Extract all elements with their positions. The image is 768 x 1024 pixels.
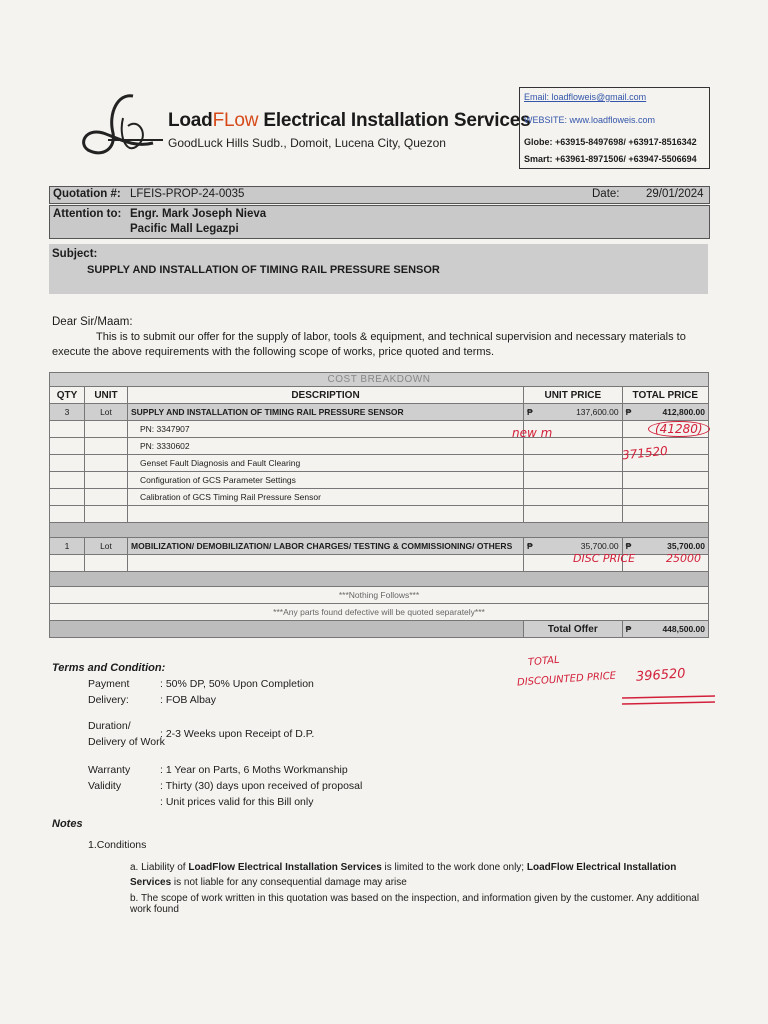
subject-label: Subject: [52, 248, 98, 260]
attention-label: Attention to: [53, 208, 122, 220]
table-row-total [50, 621, 709, 638]
item1-unit: Lot [85, 404, 128, 421]
handwritten-underline [620, 690, 720, 708]
header-total-price: TOTAL PRICE [622, 387, 708, 404]
defective-note: ***Any parts found defective will be quoted separately*** [50, 604, 709, 621]
peso-sign: ₱ [622, 538, 639, 555]
table-row-detail [50, 489, 709, 506]
contact-website[interactable]: WEBSITE: www.loadfloweis.com [524, 115, 656, 125]
peso-sign: ₱ [622, 621, 639, 638]
peso-sign: ₱ [622, 404, 639, 421]
handwritten-discounted-label: DISCOUNTED PRICE [516, 670, 617, 689]
validity-value: : Thirty (30) days upon received of proposal [160, 780, 363, 792]
peso-sign: ₱ [524, 404, 541, 421]
handwritten-total-label: TOTAL [527, 654, 561, 669]
header-unit-price: UNIT PRICE [524, 387, 623, 404]
handwritten-new-price: new m [512, 426, 553, 440]
company-logo [78, 88, 168, 168]
date-label: Date: [592, 188, 620, 200]
company-name: LoadFLow Electrical Installation Services [168, 110, 531, 131]
detail-config: Configuration of GCS Parameter Settings [128, 472, 524, 489]
duration-value: : 2-3 Weeks upon Receipt of D.P. [160, 728, 315, 740]
detail-fault: Genset Fault Diagnosis and Fault Clearing [128, 455, 524, 472]
handwritten-disc-value: 25000 [666, 552, 701, 565]
item1-unit-price: 137,600.00 [540, 404, 622, 421]
contact-globe: Globe: +63915-8497698/ +63917-8516342 [524, 137, 697, 147]
intro-paragraph: This is to submit our offer for the supply of labor, tools & equipment, and technical supervision and necessary materials to execute the above requirements with the following scope of works, price quoted and terms. [52, 331, 686, 358]
cost-breakdown-table [49, 372, 709, 638]
subject-text: SUPPLY AND INSTALLATION OF TIMING RAIL PRESSURE SENSOR [87, 264, 440, 276]
nothing-follows: ***Nothing Follows*** [50, 587, 709, 604]
attention-org: Pacific Mall Legazpi [130, 223, 239, 235]
item2-unit: Lot [85, 538, 128, 555]
conditions-title: 1.Conditions [88, 839, 147, 851]
quotation-label: Quotation #: [53, 188, 121, 200]
handwritten-discounted-value: 396520 [635, 666, 687, 685]
unit-prices-note: : Unit prices valid for this Bill only [160, 796, 314, 808]
handwritten-disc-price: DISC PRICE [573, 552, 636, 565]
table-row-detail [50, 472, 709, 489]
table-row-detail [50, 438, 709, 455]
table-row-detail [50, 455, 709, 472]
table-row-defective [50, 604, 709, 621]
duration-label-1: Duration/ [88, 720, 131, 732]
contact-smart: Smart: +63961-8971506/ +63947-5506694 [524, 154, 697, 164]
delivery-value: : FOB Albay [160, 694, 217, 706]
contact-email[interactable]: Email: loadfloweis@gmail.com [524, 92, 647, 102]
table-row-blank [50, 506, 709, 523]
table-band [50, 572, 709, 587]
attention-bar [49, 205, 710, 239]
handwritten-new-total: 371520 [621, 443, 669, 463]
note-a: a. Liability of LoadFlow Electrical Installation Services is limited to the work done only; LoadFlow Electrical Installation Services is not liable for any consequential damage may arise [130, 862, 677, 888]
payment-value: : 50% DP, 50% Upon Completion [160, 678, 314, 690]
note-b: b. The scope of work written in this quotation was based on the inspection, and information given by the customer. Any additional work found [130, 893, 700, 915]
attention-name: Engr. Mark Joseph Nieva [130, 208, 267, 220]
detail-calibration: Calibration of GCS Timing Rail Pressure Sensor [128, 489, 524, 506]
contact-box [519, 87, 710, 169]
detail-pn1: PN: 3347907 [128, 421, 524, 438]
table-row-detail [50, 421, 709, 438]
quotation-date: 29/01/2024 [646, 188, 704, 200]
duration-label-2: Delivery of Work [88, 736, 165, 748]
validity-label: Validity [88, 780, 122, 792]
table-band [50, 523, 709, 538]
header-description: DESCRIPTION [128, 387, 524, 404]
item2-unit-price: 35,700.00 [540, 538, 622, 555]
item1-total-price: 412,800.00 [639, 404, 709, 421]
table-row-item1 [50, 404, 709, 421]
company-address: GoodLuck Hills Sudb., Domoit, Lucena City, Quezon [168, 136, 446, 150]
delivery-label: Delivery: [88, 694, 129, 706]
quotation-bar [49, 186, 710, 204]
peso-sign: ₱ [524, 538, 541, 555]
header-unit: UNIT [85, 387, 128, 404]
notes-title: Notes [52, 818, 83, 830]
header-qty: QTY [50, 387, 85, 404]
salutation: Dear Sir/Maam: [52, 316, 133, 328]
item1-qty: 3 [50, 404, 85, 421]
detail-pn2: PN: 3330602 [128, 438, 524, 455]
payment-label: Payment [88, 678, 130, 690]
item2-qty: 1 [50, 538, 85, 555]
warranty-value: : 1 Year on Parts, 6 Moths Workmanship [160, 764, 348, 776]
item2-total-price: 35,700.00 [639, 538, 709, 555]
terms-title: Terms and Condition: [52, 662, 166, 674]
item1-description: SUPPLY AND INSTALLATION OF TIMING RAIL PRESSURE SENSOR [128, 404, 524, 421]
item2-description: MOBILIZATION/ DEMOBILIZATION/ LABOR CHARGES/ TESTING & COMMISSIONING/ OTHERS [128, 538, 524, 555]
total-offer-value: 448,500.00 [639, 621, 709, 638]
total-offer-label: Total Offer [524, 621, 623, 638]
handwritten-discount: (41280) [648, 421, 710, 437]
quotation-number: LFEIS-PROP-24-0035 [130, 188, 245, 200]
warranty-label: Warranty [88, 764, 131, 776]
table-title: COST BREAKDOWN [50, 373, 709, 387]
table-row-nothing-follows [50, 587, 709, 604]
subject-bar [49, 244, 708, 294]
